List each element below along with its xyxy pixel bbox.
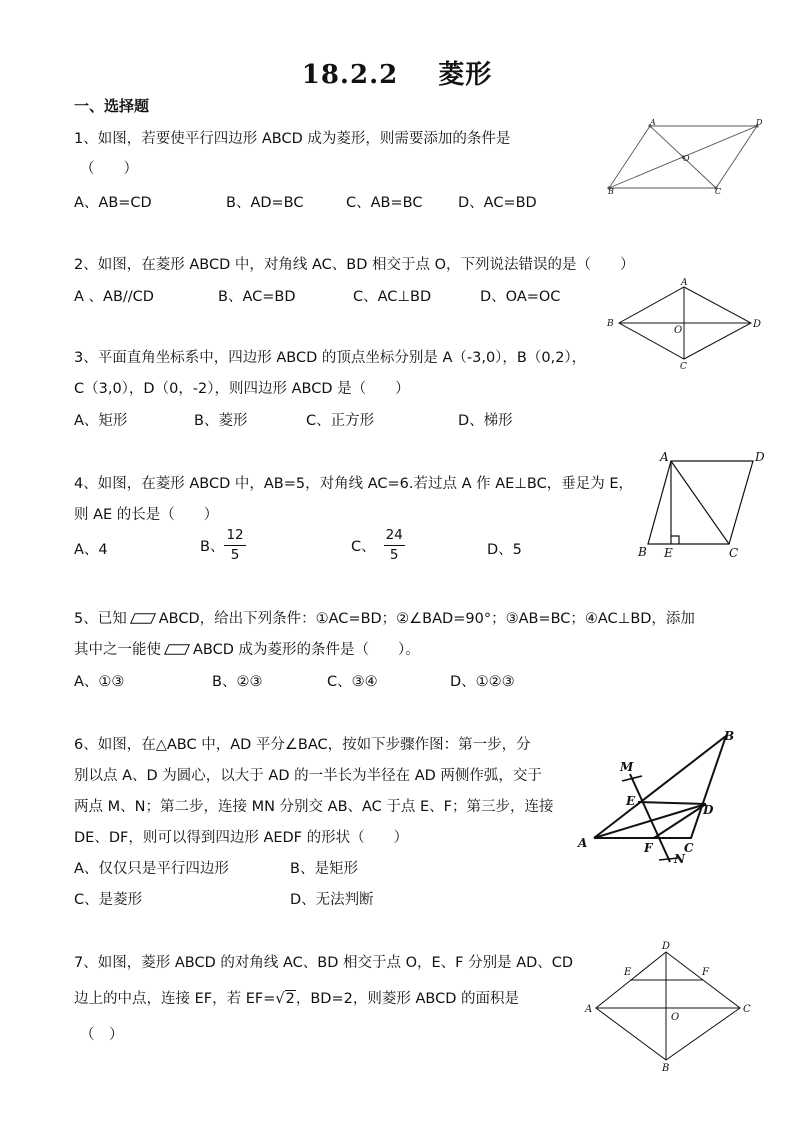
q6-label-d: D [703, 803, 714, 817]
q4-option-b [200, 529, 246, 562]
fraction-numerator: 24 [384, 529, 405, 546]
q6-label-e: E [626, 794, 636, 808]
q7-label-a: A [585, 1004, 593, 1015]
q7-label-c: C [743, 1004, 751, 1015]
q1-label-d: D [756, 118, 763, 127]
q6-label-a: A [578, 836, 588, 850]
q7-line-2-rest: ，BD=2，则菱形 ABCD 的面积是 [295, 991, 519, 1007]
q1-line-2: （ ） [80, 161, 138, 177]
q4-line-1: 4、如图，在菱形 ABCD 中，AB=5，对角线 AC=6.若过点 A 作 AE⊥BC，垂足为 E， [74, 476, 634, 492]
fraction-denominator: 5 [230, 546, 240, 563]
section-heading: 一、选择题 [74, 97, 150, 115]
q4-label-c: C [729, 546, 739, 560]
q1-option-b: B、AD=BC [226, 195, 304, 211]
q7-label-b: B [662, 1063, 670, 1074]
sqrt-symbol: √ [275, 991, 285, 1007]
q7-label-d: D [662, 941, 671, 952]
q4-label-d: D [755, 450, 765, 464]
q5-line-1 [74, 607, 695, 628]
q3-line-2: C（3,0），D（0，-2），则四边形 ABCD 是（ ） [74, 381, 410, 397]
q1-line-1: 1、如图，若要使平行四边形 ABCD 成为菱形，则需要添加的条件是 [74, 131, 511, 147]
q7-line-2 [74, 987, 519, 1008]
q7-label-o: O [671, 1012, 680, 1023]
q5-option-a: A、①③ [74, 674, 125, 690]
q6-label-m: M [620, 760, 634, 774]
q6-figure [574, 726, 744, 871]
q7-line-2-start: 边上的中点，连接 EF，若 EF= [74, 991, 276, 1007]
q4-option-d: D、5 [487, 542, 522, 558]
title-number: 18.2.2 [301, 60, 399, 90]
q3-option-d: D、梯形 [458, 413, 513, 429]
q1-option-a: A、AB=CD [74, 195, 152, 211]
title-topic: 菱形 [438, 60, 493, 90]
q6-option-b: B、是矩形 [290, 861, 358, 877]
q3-option-c: C、正方形 [306, 413, 375, 429]
q1-figure [602, 116, 772, 196]
q2-option-a: A 、AB//CD [74, 289, 154, 305]
q5-line-1-start: 5、已知 [74, 611, 127, 627]
sqrt-radicand: 2 [285, 991, 295, 1007]
q1-label-o: O [683, 154, 690, 163]
q6-line-4: DE、DF，则可以得到四边形 AEDF 的形状（ ） [74, 830, 409, 846]
q6-line-3: 两点 M、N；第二步，连接 MN 分别交 AB、AC 于点 E、F；第三步，连接 [74, 799, 554, 815]
q6-label-f: F [644, 841, 653, 855]
q4-option-c-fraction [384, 529, 405, 562]
q4-figure [632, 446, 772, 564]
q2-label-a: A [681, 278, 688, 288]
q2-figure [602, 276, 772, 372]
q2-label-c: C [680, 362, 687, 372]
q4-option-c-label: C、 [351, 539, 376, 555]
q5-option-b: B、②③ [212, 674, 263, 690]
q2-option-b: B、AC=BD [218, 289, 296, 305]
q4-line-2: 则 AE 的长是（ ） [74, 507, 219, 523]
q4-label-e: E [664, 546, 673, 560]
q6-line-2: 别以点 A、D 为圆心，以大于 AD 的一半长为半径在 AD 两侧作弧，交于 [74, 768, 542, 784]
q1-option-d: D、AC=BD [458, 195, 537, 211]
q3-line-1: 3、平面直角坐标系中，四边形 ABCD 的顶点坐标分别是 A（-3,0），B（0,2）， [74, 350, 587, 366]
q7-label-f: F [702, 967, 709, 978]
q2-label-b: B [607, 319, 614, 329]
q2-line-1: 2、如图，在菱形 ABCD 中，对角线 AC、BD 相交于点 O，下列说法错误的是（ ） [74, 257, 635, 273]
q4-option-c [351, 529, 405, 562]
parallelogram-icon [130, 612, 156, 623]
q1-label-b: B [608, 187, 614, 196]
q4-option-a: A、4 [74, 542, 108, 558]
q3-option-b: B、菱形 [194, 413, 248, 429]
q1-label-c: C [715, 187, 722, 196]
q5-line-1-rest: ABCD，给出下列条件：①AC=BD；②∠BAD=90°；③AB=BC；④AC⊥BD，添加 [158, 611, 695, 627]
page-title [0, 54, 794, 91]
q7-line-1: 7、如图，菱形 ABCD 的对角线 AC、BD 相交于点 O，E、F 分别是 AD、CD [74, 955, 574, 971]
q6-option-c: C、是菱形 [74, 892, 143, 908]
q7-figure [580, 940, 760, 1075]
q6-option-d: D、无法判断 [290, 892, 374, 908]
q5-line-2-start: 其中之一能使 [74, 642, 161, 658]
q6-label-n: N [674, 852, 685, 866]
q1-option-c: C、AB=BC [346, 195, 423, 211]
q4-label-b: B [638, 545, 647, 559]
q6-label-b: B [724, 729, 735, 743]
fraction-numerator: 12 [224, 529, 245, 546]
q2-option-d: D、OA=OC [480, 289, 561, 305]
q6-line-1: 6、如图，在△ABC 中，AD 平分∠BAC，按如下步骤作图：第一步，分 [74, 737, 531, 753]
q4-option-b-label: B、 [200, 539, 225, 555]
q4-option-b-fraction [224, 529, 245, 562]
q5-option-c: C、③④ [327, 674, 378, 690]
q5-option-d: D、①②③ [450, 674, 515, 690]
fraction-denominator: 5 [389, 546, 399, 563]
parallelogram-icon [164, 643, 190, 654]
q6-label-c: C [684, 841, 694, 855]
q1-label-a: A [650, 118, 656, 127]
q5-line-2-rest: ABCD 成为菱形的条件是（ ）。 [193, 642, 420, 658]
q7-line-3: （ ） [80, 1027, 124, 1043]
q2-label-o: O [674, 325, 683, 336]
q2-option-c: C、AC⊥BD [353, 289, 432, 305]
q5-line-2 [74, 638, 420, 659]
q2-label-d: D [753, 319, 762, 330]
q6-option-a: A、仅仅只是平行四边形 [74, 861, 229, 877]
q3-option-a: A、矩形 [74, 413, 128, 429]
q4-label-a: A [660, 450, 669, 464]
q7-label-e: E [624, 967, 632, 978]
